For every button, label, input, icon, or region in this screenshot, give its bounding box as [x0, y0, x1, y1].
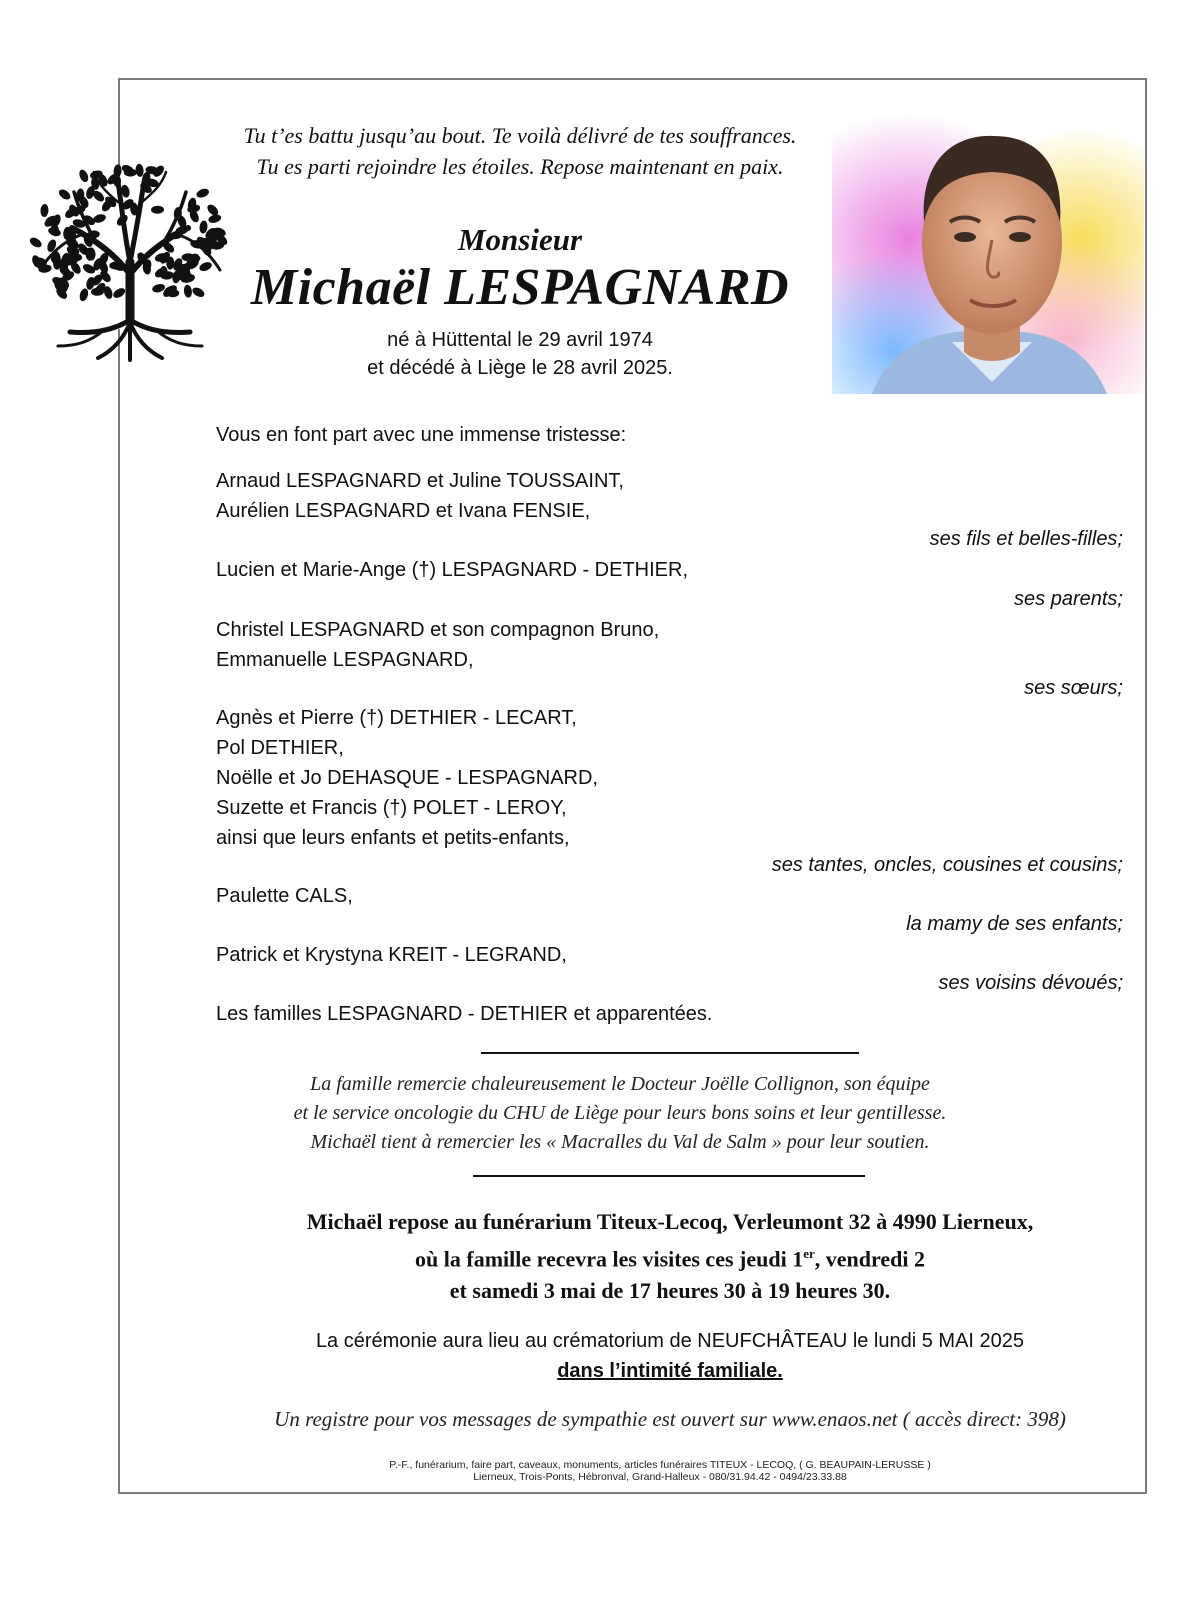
family-group-neighbours — [216, 940, 567, 970]
portrait-photo — [832, 112, 1144, 394]
divider — [481, 1052, 859, 1054]
relation-label: ses tantes, oncles, cousines et cousins; — [771, 854, 1123, 876]
ceremony-privacy: dans l’intimité familiale. — [557, 1360, 783, 1382]
ceremony-line: La cérémonie aura lieu au crématorium de NEUFCHÂTEAU le lundi 5 MAI 2025 — [315, 1330, 1025, 1352]
relation-label: ses fils et belles-filles; — [929, 528, 1123, 550]
family-line: Suzette et Francis (†) POLET - LEROY, — [216, 797, 567, 819]
family-line: Paulette CALS, — [216, 885, 353, 907]
footer-line: Lierneux, Trois-Ponts, Hébronval, Grand-Halleux - 080/31.94.42 - 0494/23.33.88 — [473, 1471, 847, 1483]
leaf — [207, 213, 222, 224]
family-line: Les familles LESPAGNARD - DETHIER et apparentées. — [216, 1003, 713, 1025]
leaf — [28, 236, 43, 250]
thanks-line: et le service oncologie du CHU de Liège pour leurs bons soins et leur gentillesse. — [293, 1102, 947, 1124]
family-group-sons — [216, 466, 624, 526]
relation-label: la mamy de ses enfants; — [906, 913, 1123, 935]
visitation-info — [200, 1206, 1140, 1307]
announcement-intro: Vous en font part avec une immense tristesse: — [216, 424, 627, 446]
ceremony-info — [200, 1326, 1140, 1386]
condolence-register: Un registre pour vos messages de sympathie est ouvert sur www.enaos.net ( accès direct: 398) — [274, 1407, 1066, 1431]
thanks-message — [200, 1070, 1040, 1157]
family-group-families — [216, 999, 712, 1029]
divider — [473, 1175, 865, 1177]
family-group-mamy — [216, 881, 353, 911]
leaf — [195, 187, 210, 199]
honorific: Monsieur — [457, 222, 583, 257]
family-group-relatives — [216, 703, 598, 853]
visit-line: et samedi 3 mai de 17 heures 30 à 19 heures 30. — [449, 1278, 891, 1304]
family-line: Christel LESPAGNARD et son compagnon Bruno, — [216, 619, 660, 641]
opening-quote — [170, 120, 870, 182]
footer-line: P.-F., funérarium, faire part, caveaux, monuments, articles funéraires TITEUX - LECOQ, ( G. BEAUPAIN-LERUSSE ) — [389, 1459, 931, 1471]
leaf — [40, 204, 49, 217]
family-line: Aurélien LESPAGNARD et Ivana FENSIE, — [216, 500, 591, 522]
relation-label: ses parents; — [1014, 588, 1123, 610]
thanks-line: Michaël tient à remercier les « Macralles du Val de Salm » pour leur soutien. — [310, 1131, 930, 1153]
thanks-line: La famille remercie chaleureusement le Docteur Joëlle Collignon, son équipe — [310, 1073, 930, 1095]
visit-line: Michaël repose au funérarium Titeux-Lecoq, Verleumont 32 à 4990 Lierneux, — [306, 1209, 1034, 1234]
visit-line: où la famille recevra les visites ces jeudi 1er, vendredi 2 — [415, 1246, 925, 1272]
funeral-home-footer — [250, 1459, 1070, 1483]
family-line: Agnès et Pierre (†) DETHIER - LECART, — [216, 707, 577, 729]
family-line: Pol DETHIER, — [216, 737, 344, 759]
family-line: Arnaud LESPAGNARD et Juline TOUSSAINT, — [216, 470, 624, 492]
family-line: ainsi que leurs enfants et petits-enfants, — [216, 827, 570, 849]
family-group-sisters — [216, 615, 659, 675]
death-line: et décédé à Liège le 28 avril 2025. — [367, 357, 673, 379]
relation-label: ses sœurs; — [1024, 677, 1123, 699]
quote-line: Tu es parti rejoindre les étoiles. Repose maintenant en paix. — [256, 154, 784, 179]
deceased-name: Michaël LESPAGNARD — [250, 259, 790, 316]
family-line: Noëlle et Jo DEHASQUE - LESPAGNARD, — [216, 767, 598, 789]
family-line: Patrick et Krystyna KREIT - LEGRAND, — [216, 944, 567, 966]
relation-label: ses voisins dévoués; — [938, 972, 1123, 994]
quote-line: Tu t’es battu jusqu’au bout. Te voilà délivré de tes souffrances. — [243, 123, 797, 148]
family-line: Emmanuelle LESPAGNARD, — [216, 649, 474, 671]
family-line: Lucien et Marie-Ange (†) LESPAGNARD - DETHIER, — [216, 559, 689, 581]
birth-line: né à Hüttental le 29 avril 1974 — [387, 329, 653, 351]
family-group-parents — [216, 555, 688, 585]
life-dates — [270, 326, 770, 382]
